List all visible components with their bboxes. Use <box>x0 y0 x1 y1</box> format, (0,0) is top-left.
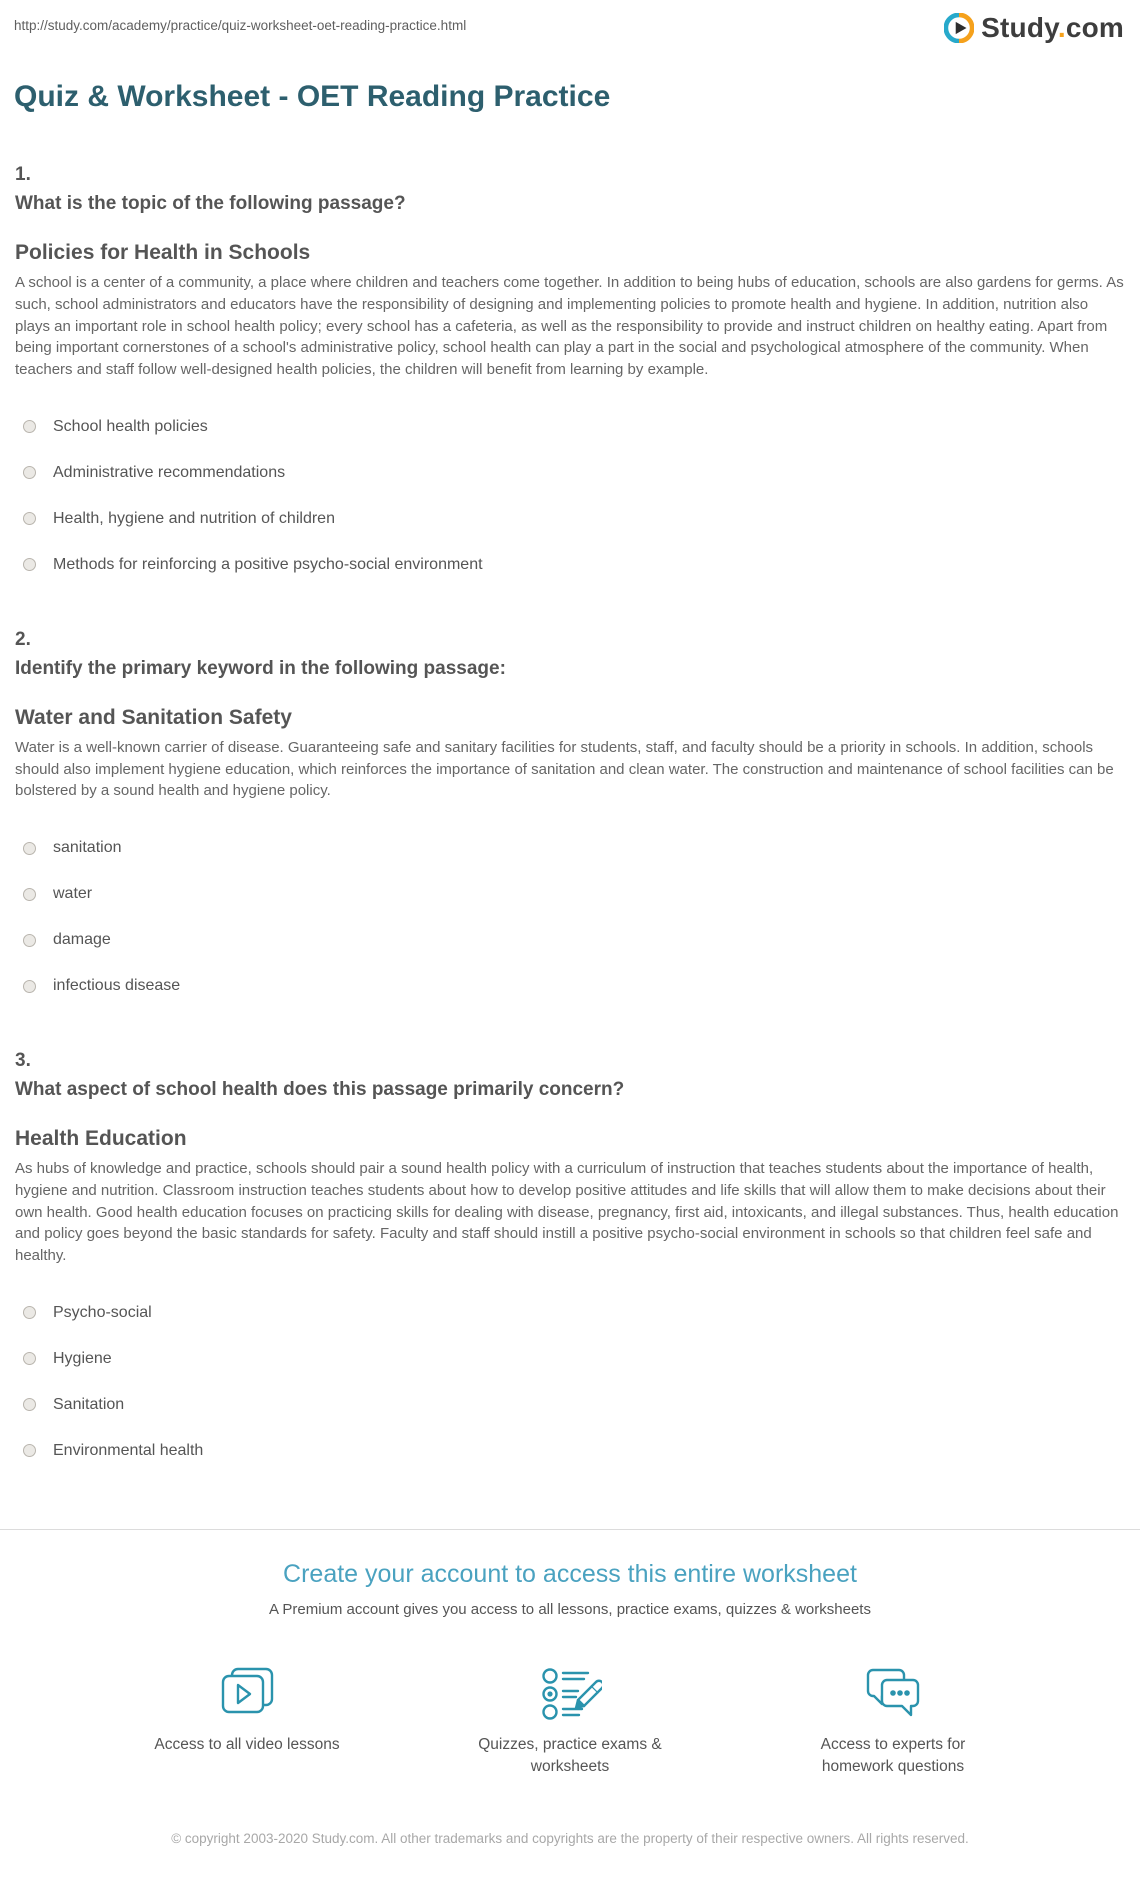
option-label: damage <box>53 931 111 948</box>
quiz-content <box>0 164 1140 1465</box>
feature-quizzes-worksheets <box>463 1660 678 1779</box>
video-lessons-icon <box>140 1660 355 1722</box>
option-label: School health policies <box>53 417 208 435</box>
cta-section <box>0 1560 1140 1779</box>
quizzes-worksheets-icon <box>463 1660 678 1722</box>
option-row[interactable] <box>23 880 1125 908</box>
option-row[interactable] <box>23 413 1125 441</box>
question-text: What is the topic of the following passage? <box>15 193 406 214</box>
option-row[interactable] <box>23 972 1125 1000</box>
passage-text: A school is a center of a community, a place where children and teachers come together. In addition to being hubs of education, schools are also gardens for germs. As such, school administrators and educators have the responsibility of designing and implementing policies to promote health and hygiene. In addition, nutrition also plays an important role in school health policy; every school has a cafeteria, as well as the responsibility to provide and instruct children on healthy eating. Apart from being important cornerstones of a school's administrative policy, school health can play a part in the social and psychological atmosphere of the community. When teachers and staff follow well-designed health policies, the children will benefit from learning by example. <box>15 274 1124 378</box>
radio-button[interactable] <box>23 1306 36 1319</box>
option-row[interactable] <box>23 926 1125 954</box>
question-3 <box>15 1050 1125 1465</box>
studycom-logo-icon <box>944 13 974 43</box>
question-2 <box>15 629 1125 1000</box>
copyright-notice: © copyright 2003-2020 Study.com. All other trademarks and copyrights are the property of their respective owners. All rights reserved. <box>171 1830 969 1846</box>
radio-button[interactable] <box>23 934 36 947</box>
page-url: http://study.com/academy/practice/quiz-worksheet-oet-reading-practice.html <box>14 18 467 33</box>
logo-dot: . <box>1057 12 1066 43</box>
question-1 <box>15 164 1125 579</box>
features-row <box>0 1660 1140 1779</box>
question-text: What aspect of school health does this passage primarily concern? <box>15 1079 625 1100</box>
premium-subtitle: A Premium account gives you access to all lessons, practice exams, quizzes & worksheets <box>269 1600 871 1618</box>
page-header <box>0 0 1140 44</box>
option-row[interactable] <box>23 1391 1125 1419</box>
option-row[interactable] <box>23 551 1125 579</box>
option-label: water <box>53 885 93 902</box>
passage-text: As hubs of knowledge and practice, schools should pair a sound health policy with a curriculum of instruction that teaches students about the importance of health, hygiene and nutrition. Classroom instruction teaches students about how to develop positive attitudes and life skills that will allow them to make decisions about their own health. Good health education focuses on practicing skills for dealing with disease, pregnancy, first aid, intoxicants, and illegal substances. Thus, health education and policy goes beyond the basic standards for safety. Faculty and staff should instill a positive psycho-social environment in schools so that children feel safe and healthy. <box>15 1160 1119 1264</box>
experts-chat-icon <box>786 1660 1001 1722</box>
option-row[interactable] <box>23 1437 1125 1465</box>
option-label: Health, hygiene and nutrition of children <box>53 509 335 527</box>
feature-video-lessons <box>140 1660 355 1756</box>
radio-button[interactable] <box>23 980 36 993</box>
options-list <box>15 1299 1125 1465</box>
page-title: Quiz & Worksheet - OET Reading Practice <box>14 80 611 113</box>
radio-button[interactable] <box>23 420 36 433</box>
option-row[interactable] <box>23 834 1125 862</box>
question-text: Identify the primary keyword in the following passage: <box>15 657 506 679</box>
feature-label: Access to all video lessons <box>154 1735 340 1753</box>
radio-button[interactable] <box>23 1352 36 1365</box>
option-label: Psycho-social <box>53 1303 152 1321</box>
passage-title: Policies for Health in Schools <box>15 241 311 264</box>
studycom-logo-text: Study.com <box>981 12 1124 43</box>
create-account-link[interactable]: Create your account to access this entire worksheet <box>283 1559 857 1588</box>
question-number: 1. <box>15 164 31 185</box>
option-label: Hygiene <box>53 1349 112 1367</box>
option-row[interactable] <box>23 505 1125 533</box>
radio-button[interactable] <box>23 842 36 855</box>
section-divider <box>0 1529 1140 1530</box>
option-label: Environmental health <box>53 1441 204 1459</box>
options-list <box>15 413 1125 579</box>
radio-button[interactable] <box>23 466 36 479</box>
feature-expert-help <box>786 1660 1001 1779</box>
feature-label: Quizzes, practice exams & worksheets <box>478 1735 662 1776</box>
question-number: 3. <box>15 1050 31 1071</box>
radio-button[interactable] <box>23 512 36 525</box>
option-row[interactable] <box>23 1345 1125 1373</box>
feature-label: Access to experts for homework questions <box>820 1735 966 1776</box>
passage-title: Water and Sanitation Safety <box>15 705 292 729</box>
studycom-logo[interactable] <box>944 12 1124 44</box>
option-label: Methods for reinforcing a positive psycho-social environment <box>53 555 483 573</box>
passage-title: Health Education <box>15 1127 187 1150</box>
radio-button[interactable] <box>23 1398 36 1411</box>
option-label: infectious disease <box>53 977 181 994</box>
question-number: 2. <box>15 628 31 650</box>
radio-button[interactable] <box>23 1444 36 1457</box>
radio-button[interactable] <box>23 558 36 571</box>
radio-button[interactable] <box>23 888 36 901</box>
passage-text: Water is a well-known carrier of disease. Guaranteeing safe and sanitary facilities for students, staff, and faculty should be a priority in schools. In addition, schools should also implement hygiene education, which reinforces the importance of sanitation and clean water. The construction and maintenance of school facilities can be bolstered by a sound health and hygiene policy. <box>15 738 1114 800</box>
option-label: Sanitation <box>53 1395 125 1413</box>
option-label: Administrative recommendations <box>53 463 286 481</box>
option-row[interactable] <box>23 459 1125 487</box>
option-label: sanitation <box>53 839 122 856</box>
options-list <box>15 834 1125 1000</box>
option-row[interactable] <box>23 1299 1125 1327</box>
